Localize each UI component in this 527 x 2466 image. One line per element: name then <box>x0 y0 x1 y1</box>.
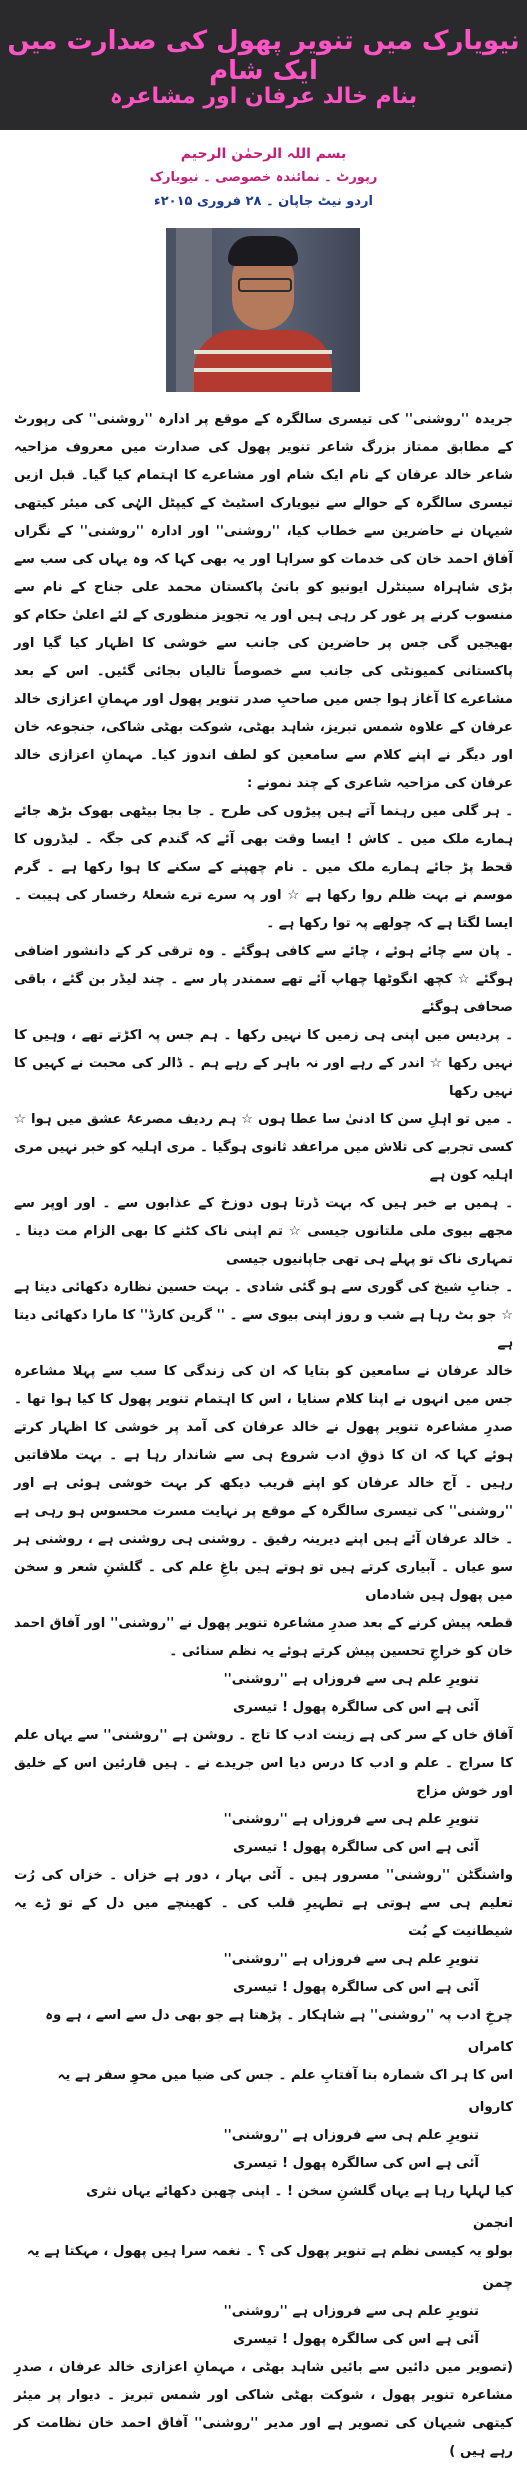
article-paragraph: ۔ ہر گلی میں رہنما آتے ہیں پیڑوں کی طرح ۔ جا بجا بیٹھی بھوک بڑھ جائے ہمارے ملک میں ۔ کاش ! ایسا وقت بھی آئے کہ گندم کی جگہ ۔ لیڈروں کا قحط پڑ جائے ہمارے ملک میں ۔ نام چھپنے کے سکنے کا ہوا رکھا ہے ۔ گرم موسم نے بہت ظلم روا رکھا ہے ☆ اور پہ سرے ترے شعلۂ رخسار کی ہیبت ۔ ایسا لگتا ہے کہ چولھے پہ توا رکھا ہے ۔ <box>14 804 513 931</box>
poem-line: واشنگٹن ''روشنی'' مسرور ہیں ۔ آئی بہار ، دور ہے خزاں ۔ خزاں کی رُت تعلیم ہی سے ہوتی ہے تطہیرِ قلب کی ۔ کھینچے میں دل کے تو ڑے یہ شیطانیت کے بُت <box>14 1868 513 1939</box>
poem-line: تنویرِ علم ہی سے فروزاں ہے ''روشنی'' <box>223 1952 479 1967</box>
reporter-line: رپورٹ ۔ نمائندہ خصوصی ۔ نیویارک <box>149 170 378 185</box>
headline-banner <box>0 0 527 130</box>
poem-rhyme-word: کارواں <box>468 2100 513 2115</box>
poem-rhyme-word: کامراں <box>467 2040 513 2055</box>
poem-line: آئی ہے اس کی سالگرہ پھول ! تیسری <box>232 1700 479 1715</box>
article-paragraph: ۔ جنابِ شیخ کی گوری سے ہو گئی شادی ۔ بہت حسین نظارہ دکھائی دیتا ہے ☆ جو بٹ رہا ہے شب و روز اپنی بیوی سے ۔ '' گرین کارڈ'' کا مارا دکھائی دیتا ہے <box>14 1280 513 1351</box>
poem-line: آئی ہے اس کی سالگرہ پھول ! تیسری <box>232 2156 479 2171</box>
poem-rhyme-word: انجمن <box>472 2216 513 2231</box>
dateline: اردو نیٹ جاپان ۔ ۲۸ فروری ۲۰۱۵ء <box>154 194 373 209</box>
poem-line: تنویرِ علم ہی سے فروزاں ہے ''روشنی'' <box>223 2304 479 2319</box>
poem-line: آئی ہے اس کی سالگرہ پھول ! تیسری <box>232 1980 479 1995</box>
poem-line: بولو یہ کیسی نظم ہے تنویر پھول کی ؟ ۔ نغمہ سرا ہیں پھول ، مہکتا ہے یہ <box>26 2244 513 2259</box>
bismillah: بسم اللہ الرحمٰن الرحیم <box>180 146 347 162</box>
article-paragraph: خالد عرفان نے سامعین کو بتایا کہ ان کی زندگی کا سب سے پہلا مشاعرہ جس میں انہوں نے اپنا کلام سنایا ، اس کا اہتمام تنویر پھول کا کیا ہوا تھا ۔ صدرِ مشاعرہ تنویر پھول نے خالد عرفان کی آمد پر خوشی کا اظہار کرتے ہوئے کہا کہ ان کا ذوقِ ادب شروع ہی سے شاندار رہا ہے ۔ بہت ملاقاتیں رہیں ۔ آج خالد عرفان کو اپنے قریب دیکھ کر بہت خوشی ہوئی ہے اور ''روشنی'' کی تیسری سالگرہ کے موقع پر نہایت مسرت محسوس ہو رہی ہے ۔ خالد عرفان آئے ہیں اپنے دیرینہ رفیق ۔ روشنی ہی روشنی ہے ، روشنی ہر سو عیاں ۔ آبیاری کرتے ہیں تو ہوتے ہیں باغِ علم کی ۔ گلشنِ شعر و سخن میں پھول ہیں شادماں <box>14 1364 513 1603</box>
poem <box>14 1666 513 2354</box>
article-paragraph: جریدہ ''روشنی'' کی تیسری سالگرہ کے موقع پر ادارہ ''روشنی'' کی رپورٹ کے مطابق ممتاز بزرگ شاعر تنویر پھول کی صدارت میں معروف مزاحیہ شاعر خالد عرفان کے نام ایک شام اور مشاعرے کا اہتمام کیا گیا۔ قبل ازیں تیسری سالگرہ کے حوالے سے نیویارک اسٹیٹ کے کیپٹل الہٰی کی میئر کیتھی شیہان نے حاضرین سے خطاب کیا، ''روشنی'' اور ادارہ ''روشنی'' کے نگراں آفاق احمد خان کی خدمات کو سراہا اور یہ بھی کہا کہ وہ یہاں کی سب سے بڑی شاہراہ سینٹرل ایونیو کو بانیٔ پاکستان محمد علی جناح کے نام سے منسوب کرنے پر غور کر رہی ہیں اور یہ تجویز منظوری کے لئے اعلیٰ حکام کو بھیجیں گی جس پر حاضرین کی جانب سے خوشی کا اظہار کیا گیا اور پاکستانی کمیونٹی کی جانب سے خصوصاً تالیاں بجائی گئیں۔ اس کے بعد مشاعرے کا آغاز ہوا جس میں صاحبِ صدر تنویر پھول اور مہمانِ اعزازی خالد عرفان کے علاوہ شمس تبریز، شاہد بھٹی، شوکت بھٹی شاکی، جنجوعہ خان اور دیگر نے اپنے کلام سے سامعین کو لطف اندوز کیا۔ مہمانِ اعزازی خالد عرفان کی مزاحیہ شاعری کے چند نمونے : <box>14 412 513 791</box>
poem-line: آئی ہے اس کی سالگرہ پھول ! تیسری <box>232 1840 479 1855</box>
article-paragraph: ۔ پان سے چائے ہوئے ، چائے سے کافی ہوگئے ۔ وہ ترقی کر کے دانشور اضافی ہوگئے ☆ کچھ انگوٹھا چھاپ آئے تھے سمندر پار سے ۔ چند لیڈر بن گئے ، باقی صحافی ہوگئے <box>14 944 513 1015</box>
poem-line: تنویرِ علم ہی سے فروزاں ہے ''روشنی'' <box>223 2128 479 2143</box>
portrait-photo <box>166 228 360 392</box>
article-paragraph: ۔ پردیس میں اپنی ہی زمیں کا نہیں رکھا ۔ ہم جس پہ اکڑتے تھے ، وہیں کا نہیں رکھا ☆ اندر کے رہے اور نہ باہر کے رہے ہم ۔ ڈالر کی محبت نے کہیں کا نہیں رکھا <box>14 1028 513 1099</box>
poem-line: تنویرِ علم ہی سے فروزاں ہے ''روشنی'' <box>223 1672 479 1687</box>
photo-caption: (تصویر میں دائیں سے بائیں شاہد بھٹی ، مہمانِ اعزازی خالد عرفان ، صدرِ مشاعرہ تنویر پھول ، شوکت بھٹی شاکی اور شمس تبریز ۔ دیوار پر میئر کیتھی شیہان کی تصویر ہے اور مدیر ''روشنی'' آفاق احمد خان نظامت کر رہے ہیں ) <box>14 2360 513 2459</box>
article-paragraph: قطعہ پیش کرنے کے بعد صدرِ مشاعرہ تنویر پھول نے ''روشنی'' اور آفاق احمد خان کو خراجِ تحسین پیش کرتے ہوئے یہ نظم سنائی ۔ <box>14 1616 513 1659</box>
poem-line: تنویرِ علم ہی سے فروزاں ہے ''روشنی'' <box>223 1812 479 1827</box>
article-body <box>14 406 513 2466</box>
article-paragraph: ۔ ہمیں بے خبر ہیں کہ بہت ڈرتا ہوں دوزخ کے عذابوں سے ۔ اور اوپر سے مجھے بیوی ملی ملتانوں جیسی ☆ تم اپنی ناک کٹنے کا بھی الزام مت دینا ۔ تمہاری ناک تو پہلے ہی تھی جاپانیوں جیسی <box>14 1196 513 1267</box>
article-paragraph: ۔ میں تو اہلِ سن کا ادنیٰ سا عطا ہوں ☆ ہم ردیف مصرعۂ عشق میں ہوا ☆ کسی تجربے کی تلاش میں مراعفد ثانوی ہوگیا ۔ مری اہلیہ کو خبر نہیں مری اہلیہ کون ہے <box>14 1112 513 1183</box>
poem-line: چرخِ ادب پہ ''روشنی'' ہے شاہکار ۔ پڑھتا ہے جو بھی دل سے اسے ، ہے وہ <box>45 2008 513 2023</box>
poem-line: اس کا ہر اک شمارہ بنا آفتابِ علم ۔ جس کی ضیا میں محوِ سفر ہے یہ <box>57 2068 513 2083</box>
poem-line: آئی ہے اس کی سالگرہ پھول ! تیسری <box>232 2332 479 2347</box>
headline-line-2: بنام خالد عرفان اور مشاعرہ <box>109 84 418 109</box>
poem-line: کیا لہلہا رہا ہے یہاں گلشنِ سخن ! ۔ اپنی چھبن دکھائے یہاں نثری <box>86 2184 513 2199</box>
poem-rhyme-word: چمن <box>482 2276 513 2291</box>
headline-line-1: نیویارک میں تنویر پھول کی صدارت میں ایک شام <box>7 26 520 86</box>
article-paragraphs <box>14 406 513 1666</box>
poem-line: آفاق خاں کے سر کی ہے زینت ادب کا تاج ۔ روشن ہے ''روشنی'' سے یہاں علم کا سراج ۔ علم و ادب کا درس دیا اس جریدے نے ۔ ہیں قارئین اس کے خلیق اور خوش مزاج <box>14 1728 513 1799</box>
